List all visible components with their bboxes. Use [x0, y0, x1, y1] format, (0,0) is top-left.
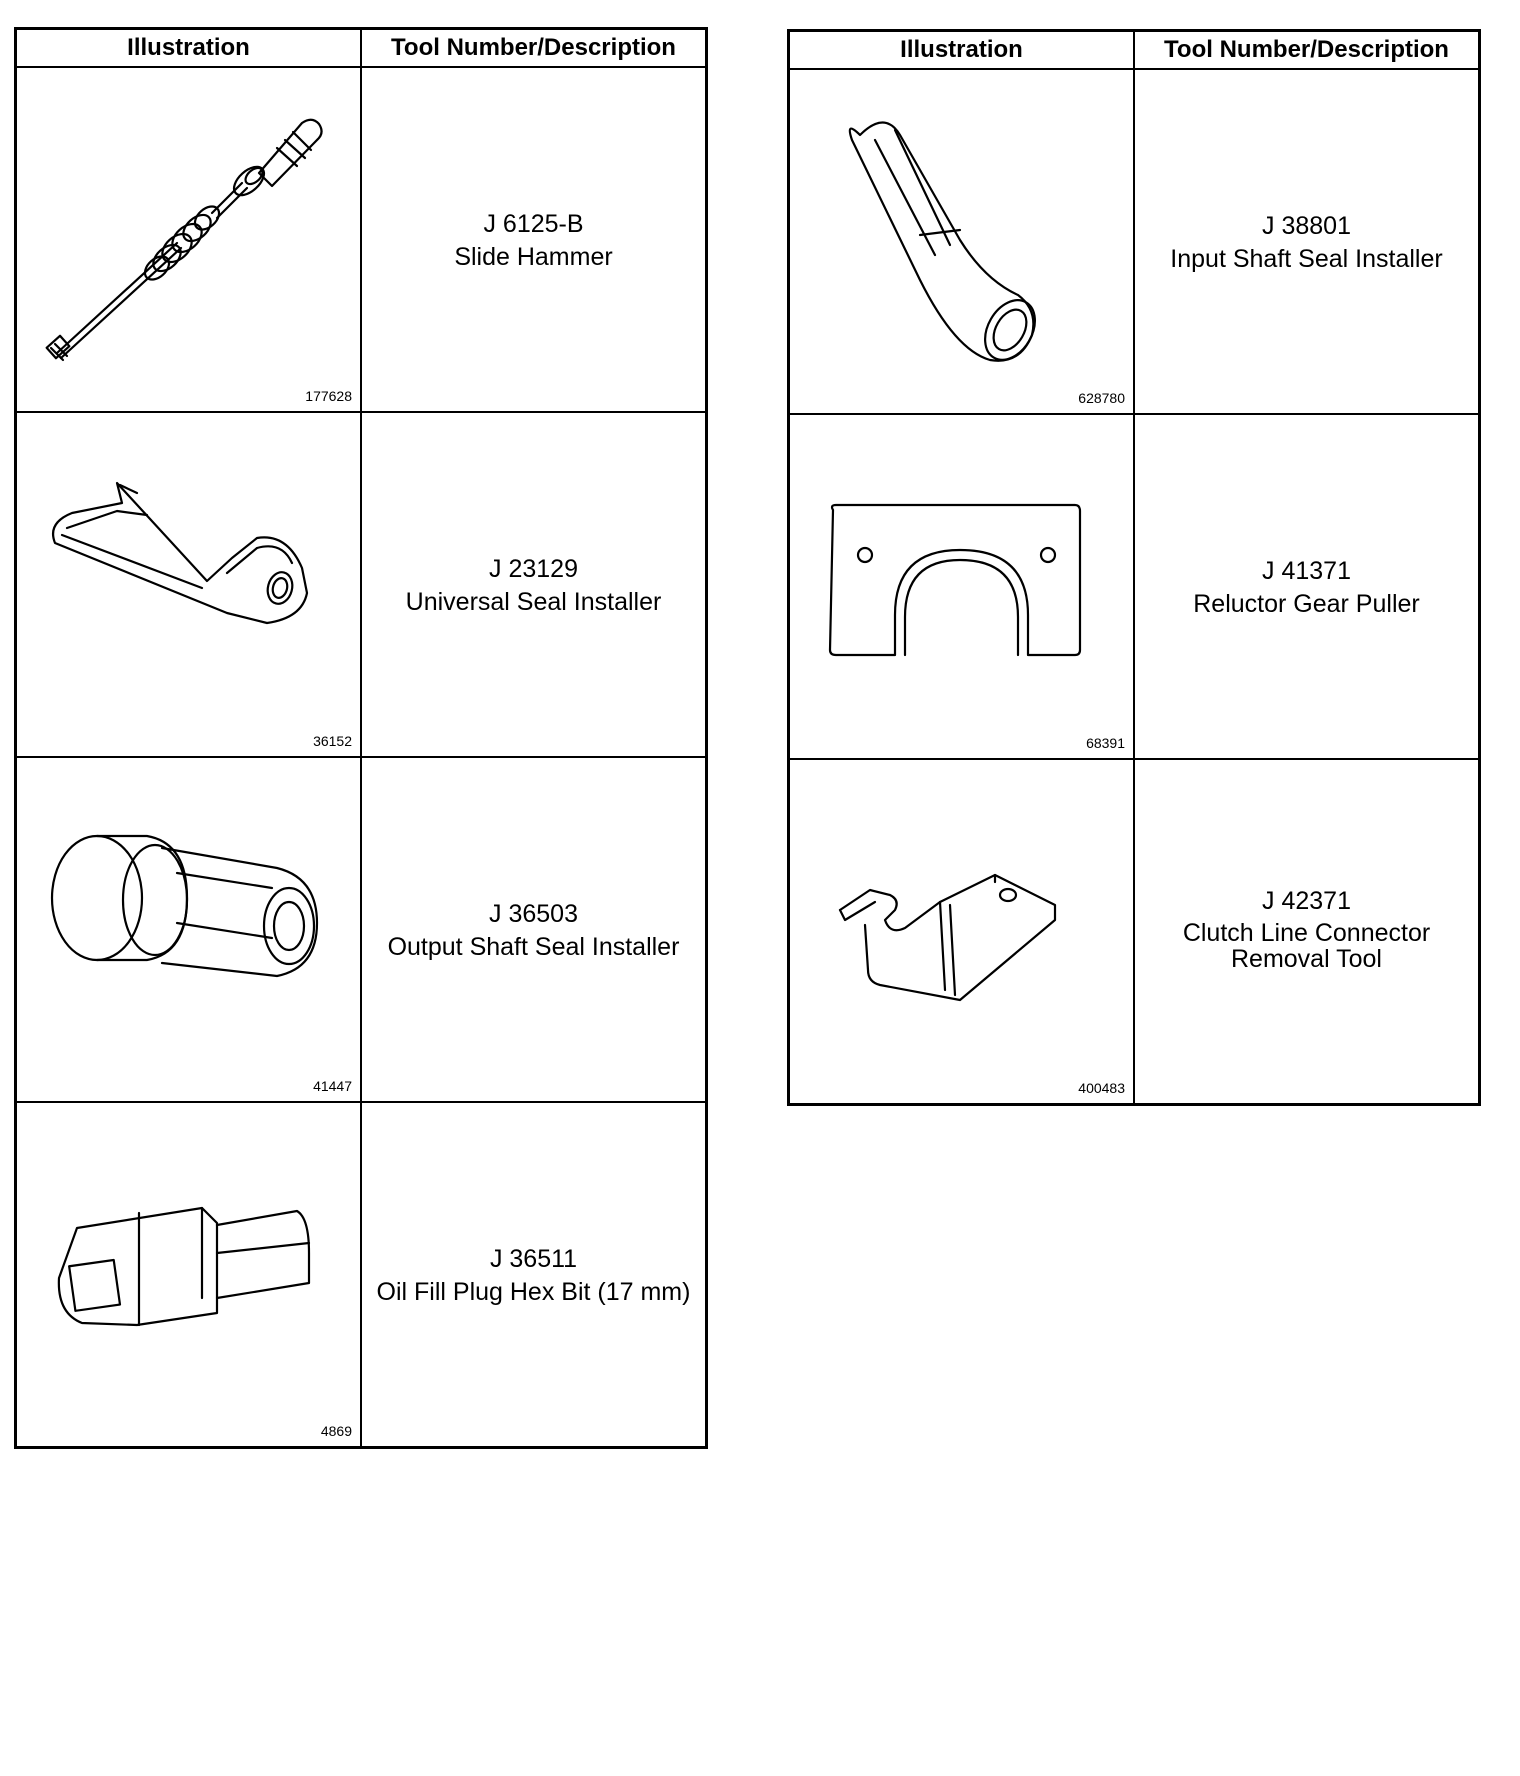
tool-number: J 6125-B — [483, 210, 584, 238]
table-row — [789, 414, 1480, 759]
tool-description: Clutch Line Connector Removal Tool — [1182, 919, 1431, 973]
illustration-cell — [16, 67, 362, 412]
illustration-cell — [16, 412, 362, 757]
description-cell — [361, 1102, 707, 1448]
tool-description: Slide Hammer — [454, 243, 613, 271]
slide-hammer-illustration — [27, 78, 347, 378]
clutch-line-connector-removal-tool-illustration — [800, 770, 1120, 1070]
figure-number: 400483 — [1078, 1080, 1125, 1096]
table-header-row — [16, 29, 707, 68]
figure-number: 177628 — [305, 388, 352, 404]
description-cell — [1134, 759, 1480, 1105]
tool-number: J 42371 — [1262, 887, 1351, 915]
illustration-cell — [789, 69, 1135, 414]
input-shaft-seal-installer-illustration — [800, 80, 1120, 380]
figure-number: 36152 — [313, 733, 352, 749]
tool-description: Reluctor Gear Puller — [1193, 590, 1420, 618]
tool-number: J 41371 — [1262, 557, 1351, 585]
description-cell — [361, 757, 707, 1102]
illustration-cell — [16, 757, 362, 1102]
description-cell — [1134, 69, 1480, 414]
reluctor-gear-puller-illustration — [800, 425, 1120, 725]
table-row — [16, 757, 707, 1102]
illustration-cell — [789, 759, 1135, 1105]
tool-description: Input Shaft Seal Installer — [1170, 245, 1443, 273]
tool-description: Universal Seal Installer — [405, 588, 662, 616]
universal-seal-installer-illustration — [27, 423, 347, 723]
table-row — [789, 69, 1480, 414]
illustration-cell — [789, 414, 1135, 759]
table-header-row — [789, 31, 1480, 70]
column-header-description: Tool Number/Description — [361, 29, 707, 68]
figure-number: 68391 — [1086, 735, 1125, 751]
tool-description: Output Shaft Seal Installer — [387, 933, 680, 961]
table-row — [789, 759, 1480, 1105]
description-cell — [361, 67, 707, 412]
tool-number: J 23129 — [489, 555, 578, 583]
column-header-description: Tool Number/Description — [1134, 31, 1480, 70]
column-header-illustration: Illustration — [789, 31, 1135, 70]
table-row — [16, 67, 707, 412]
tool-description: Oil Fill Plug Hex Bit (17 mm) — [376, 1278, 691, 1306]
figure-number: 41447 — [313, 1078, 352, 1094]
description-cell — [1134, 414, 1480, 759]
column-header-illustration: Illustration — [16, 29, 362, 68]
table-row — [16, 412, 707, 757]
figure-number: 4869 — [320, 1423, 352, 1439]
hex-bit-illustration — [27, 1113, 347, 1413]
tool-table-left — [14, 27, 708, 1449]
tool-table-right — [787, 29, 1481, 1106]
tool-number: J 36511 — [489, 1245, 578, 1273]
description-cell — [361, 412, 707, 757]
output-shaft-seal-installer-illustration — [27, 768, 347, 1068]
table-row — [16, 1102, 707, 1448]
tool-number: J 36503 — [489, 900, 578, 928]
tool-number: J 38801 — [1262, 212, 1351, 240]
illustration-cell — [16, 1102, 362, 1448]
figure-number: 628780 — [1078, 390, 1125, 406]
